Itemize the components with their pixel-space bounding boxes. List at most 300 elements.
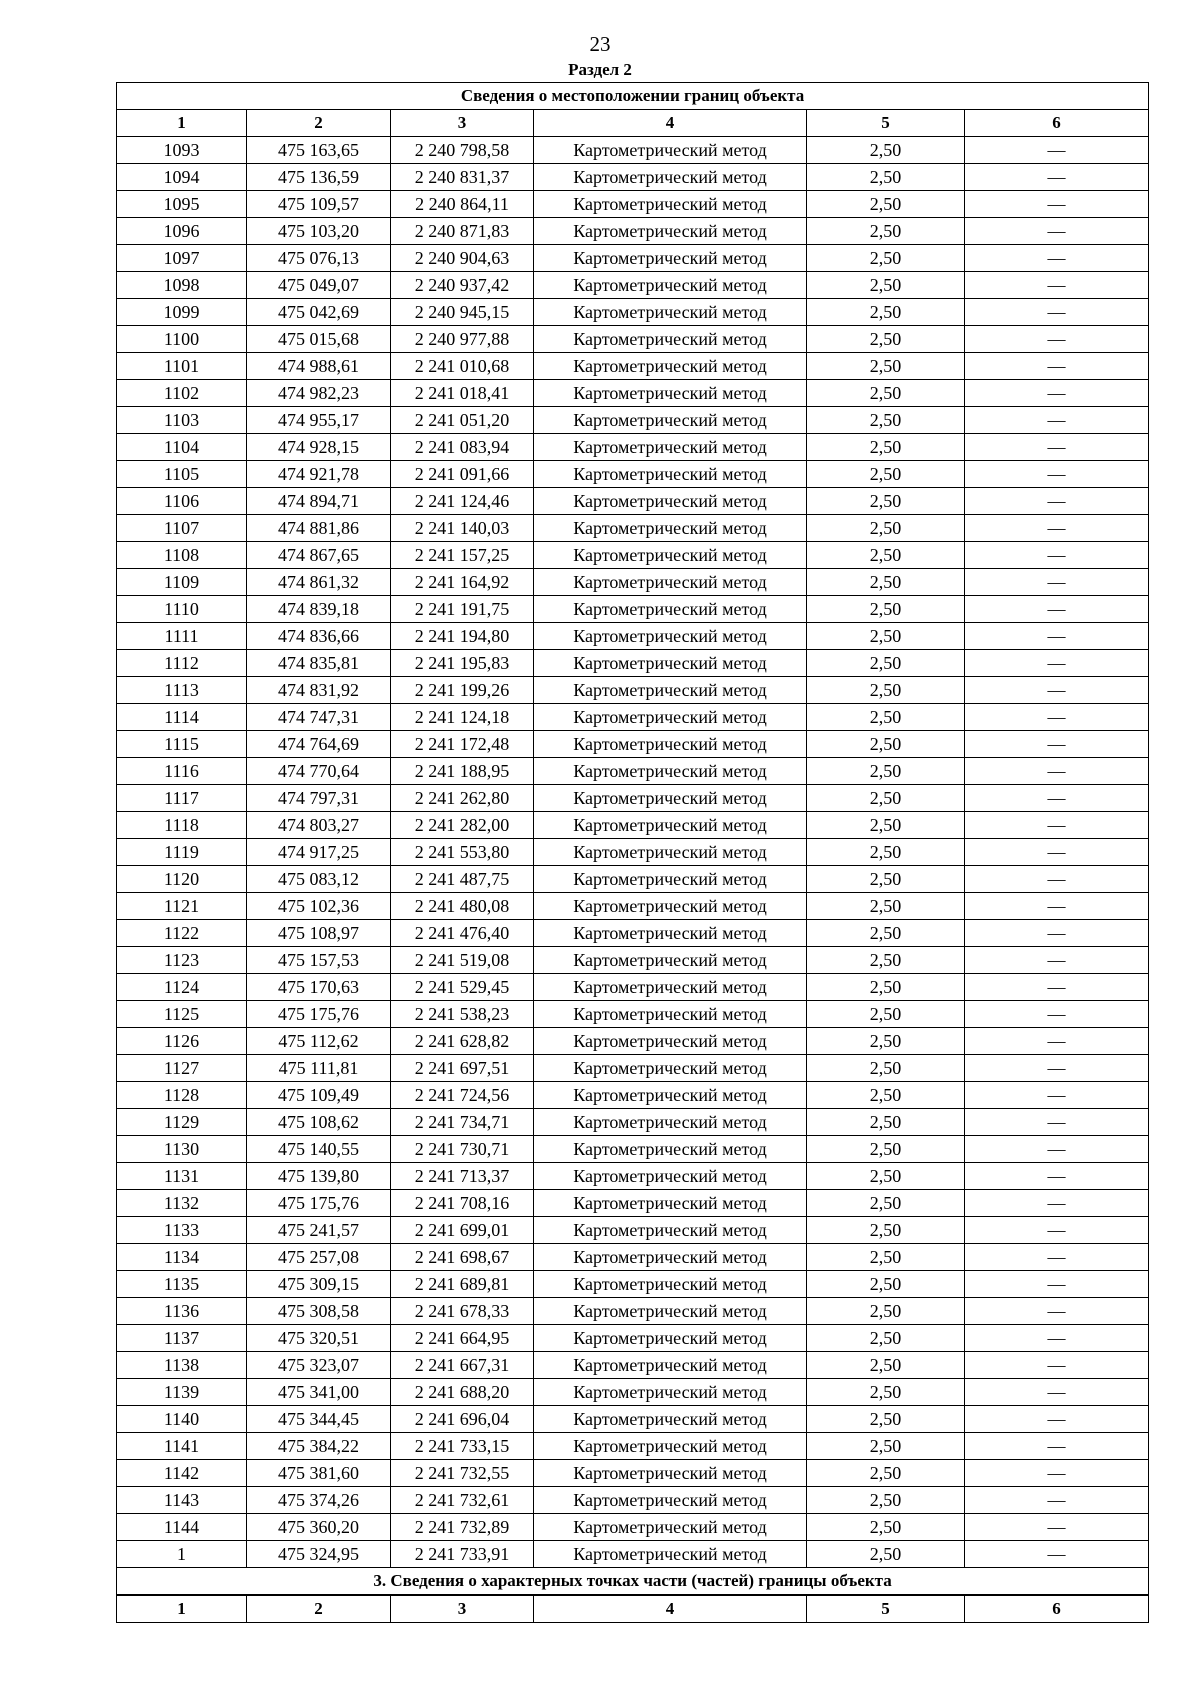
description-cell: — bbox=[965, 569, 1149, 596]
accuracy-cell: 2,50 bbox=[807, 218, 965, 245]
accuracy-cell: 2,50 bbox=[807, 1190, 965, 1217]
y-coordinate-cell: 2 241 262,80 bbox=[391, 785, 534, 812]
page-number: 23 bbox=[589, 32, 611, 56]
accuracy-cell: 2,50 bbox=[807, 893, 965, 920]
table-row bbox=[117, 407, 1149, 434]
table-row bbox=[117, 1244, 1149, 1271]
table-row bbox=[117, 1379, 1149, 1406]
method-cell: Картометрический метод bbox=[534, 785, 807, 812]
y-coordinate-cell: 2 241 732,55 bbox=[391, 1460, 534, 1487]
x-coordinate-cell: 475 102,36 bbox=[247, 893, 391, 920]
method-cell: Картометрический метод bbox=[534, 434, 807, 461]
accuracy-cell: 2,50 bbox=[807, 866, 965, 893]
point-number-cell: 1130 bbox=[117, 1136, 247, 1163]
boundary-coordinates-table bbox=[116, 82, 1149, 1623]
x-coordinate-cell: 475 309,15 bbox=[247, 1271, 391, 1298]
point-number-cell: 1094 bbox=[117, 164, 247, 191]
table-row bbox=[117, 623, 1149, 650]
y-coordinate-cell: 2 241 730,71 bbox=[391, 1136, 534, 1163]
description-cell: — bbox=[965, 1325, 1149, 1352]
method-cell: Картометрический метод bbox=[534, 1109, 807, 1136]
y-coordinate-cell: 2 241 124,18 bbox=[391, 704, 534, 731]
x-coordinate-cell: 475 163,65 bbox=[247, 137, 391, 164]
y-coordinate-cell: 2 241 553,80 bbox=[391, 839, 534, 866]
point-number-cell: 1124 bbox=[117, 974, 247, 1001]
table-row bbox=[117, 1325, 1149, 1352]
y-coordinate-cell: 2 241 708,16 bbox=[391, 1190, 534, 1217]
point-number-cell: 1116 bbox=[117, 758, 247, 785]
x-coordinate-cell: 474 988,61 bbox=[247, 353, 391, 380]
method-cell: Картометрический метод bbox=[534, 1352, 807, 1379]
table-row bbox=[117, 191, 1149, 218]
description-cell: — bbox=[965, 1163, 1149, 1190]
accuracy-cell: 2,50 bbox=[807, 1163, 965, 1190]
method-cell: Картометрический метод bbox=[534, 1298, 807, 1325]
y-coordinate-cell: 2 241 194,80 bbox=[391, 623, 534, 650]
point-number-cell: 1 bbox=[117, 1541, 247, 1568]
description-cell: — bbox=[965, 218, 1149, 245]
description-cell: — bbox=[965, 1460, 1149, 1487]
method-cell: Картометрический метод bbox=[534, 380, 807, 407]
y-coordinate-cell: 2 241 157,25 bbox=[391, 542, 534, 569]
table-row bbox=[117, 272, 1149, 299]
point-number-cell: 1140 bbox=[117, 1406, 247, 1433]
x-coordinate-cell: 475 170,63 bbox=[247, 974, 391, 1001]
description-cell: — bbox=[965, 353, 1149, 380]
description-cell: — bbox=[965, 1055, 1149, 1082]
point-number-cell: 1123 bbox=[117, 947, 247, 974]
point-number-cell: 1114 bbox=[117, 704, 247, 731]
x-coordinate-cell: 475 139,80 bbox=[247, 1163, 391, 1190]
table-row bbox=[117, 812, 1149, 839]
accuracy-cell: 2,50 bbox=[807, 1541, 965, 1568]
table-row bbox=[117, 434, 1149, 461]
accuracy-cell: 2,50 bbox=[807, 1055, 965, 1082]
column-header: 2 bbox=[247, 110, 391, 137]
column-header: 5 bbox=[807, 1595, 965, 1623]
x-coordinate-cell: 475 360,20 bbox=[247, 1514, 391, 1541]
accuracy-cell: 2,50 bbox=[807, 488, 965, 515]
description-cell: — bbox=[965, 488, 1149, 515]
x-coordinate-cell: 475 015,68 bbox=[247, 326, 391, 353]
method-cell: Картометрический метод bbox=[534, 191, 807, 218]
point-number-cell: 1132 bbox=[117, 1190, 247, 1217]
accuracy-cell: 2,50 bbox=[807, 1109, 965, 1136]
description-cell: — bbox=[965, 1244, 1149, 1271]
accuracy-cell: 2,50 bbox=[807, 1001, 965, 1028]
y-coordinate-cell: 2 241 689,81 bbox=[391, 1271, 534, 1298]
table-row bbox=[117, 515, 1149, 542]
description-cell: — bbox=[965, 677, 1149, 704]
accuracy-cell: 2,50 bbox=[807, 704, 965, 731]
point-number-cell: 1115 bbox=[117, 731, 247, 758]
accuracy-cell: 2,50 bbox=[807, 1325, 965, 1352]
y-coordinate-cell: 2 240 977,88 bbox=[391, 326, 534, 353]
accuracy-cell: 2,50 bbox=[807, 812, 965, 839]
y-coordinate-cell: 2 241 172,48 bbox=[391, 731, 534, 758]
y-coordinate-cell: 2 241 124,46 bbox=[391, 488, 534, 515]
point-number-cell: 1111 bbox=[117, 623, 247, 650]
point-number-cell: 1100 bbox=[117, 326, 247, 353]
method-cell: Картометрический метод bbox=[534, 920, 807, 947]
column-header: 3 bbox=[391, 110, 534, 137]
table-row bbox=[117, 218, 1149, 245]
method-cell: Картометрический метод bbox=[534, 272, 807, 299]
description-cell: — bbox=[965, 1001, 1149, 1028]
description-cell: — bbox=[965, 191, 1149, 218]
y-coordinate-cell: 2 240 904,63 bbox=[391, 245, 534, 272]
column-header-row bbox=[117, 110, 1149, 137]
column-header: 1 bbox=[117, 110, 247, 137]
y-coordinate-cell: 2 241 538,23 bbox=[391, 1001, 534, 1028]
method-cell: Картометрический метод bbox=[534, 407, 807, 434]
accuracy-cell: 2,50 bbox=[807, 434, 965, 461]
x-coordinate-cell: 474 839,18 bbox=[247, 596, 391, 623]
method-cell: Картометрический метод bbox=[534, 1541, 807, 1568]
accuracy-cell: 2,50 bbox=[807, 1514, 965, 1541]
table-row bbox=[117, 596, 1149, 623]
accuracy-cell: 2,50 bbox=[807, 1298, 965, 1325]
accuracy-cell: 2,50 bbox=[807, 272, 965, 299]
point-number-cell: 1118 bbox=[117, 812, 247, 839]
description-cell: — bbox=[965, 326, 1149, 353]
method-cell: Картометрический метод bbox=[534, 1487, 807, 1514]
method-cell: Картометрический метод bbox=[534, 623, 807, 650]
method-cell: Картометрический метод bbox=[534, 137, 807, 164]
y-coordinate-cell: 2 240 864,11 bbox=[391, 191, 534, 218]
section3-title-row bbox=[117, 1568, 1149, 1596]
accuracy-cell: 2,50 bbox=[807, 839, 965, 866]
point-number-cell: 1135 bbox=[117, 1271, 247, 1298]
table-row bbox=[117, 758, 1149, 785]
y-coordinate-cell: 2 241 519,08 bbox=[391, 947, 534, 974]
x-coordinate-cell: 475 109,57 bbox=[247, 191, 391, 218]
table-row bbox=[117, 677, 1149, 704]
description-cell: — bbox=[965, 245, 1149, 272]
description-cell: — bbox=[965, 1082, 1149, 1109]
description-cell: — bbox=[965, 1271, 1149, 1298]
section-label: Раздел 2 bbox=[568, 60, 632, 79]
column-header: 6 bbox=[965, 1595, 1149, 1623]
column-header: 4 bbox=[534, 1595, 807, 1623]
method-cell: Картометрический метод bbox=[534, 461, 807, 488]
y-coordinate-cell: 2 241 091,66 bbox=[391, 461, 534, 488]
y-coordinate-cell: 2 240 871,83 bbox=[391, 218, 534, 245]
method-cell: Картометрический метод bbox=[534, 353, 807, 380]
x-coordinate-cell: 475 083,12 bbox=[247, 866, 391, 893]
description-cell: — bbox=[965, 1379, 1149, 1406]
accuracy-cell: 2,50 bbox=[807, 542, 965, 569]
accuracy-cell: 2,50 bbox=[807, 947, 965, 974]
x-coordinate-cell: 474 881,86 bbox=[247, 515, 391, 542]
section3-title: 3. Сведения о характерных точках части (частей) границы объекта bbox=[117, 1568, 1149, 1596]
x-coordinate-cell: 475 308,58 bbox=[247, 1298, 391, 1325]
table-row bbox=[117, 893, 1149, 920]
description-cell: — bbox=[965, 461, 1149, 488]
accuracy-cell: 2,50 bbox=[807, 1460, 965, 1487]
description-cell: — bbox=[965, 596, 1149, 623]
method-cell: Картометрический метод bbox=[534, 488, 807, 515]
point-number-cell: 1119 bbox=[117, 839, 247, 866]
description-cell: — bbox=[965, 866, 1149, 893]
y-coordinate-cell: 2 240 831,37 bbox=[391, 164, 534, 191]
y-coordinate-cell: 2 241 010,68 bbox=[391, 353, 534, 380]
x-coordinate-cell: 475 108,97 bbox=[247, 920, 391, 947]
x-coordinate-cell: 475 076,13 bbox=[247, 245, 391, 272]
point-number-cell: 1113 bbox=[117, 677, 247, 704]
description-cell: — bbox=[965, 623, 1149, 650]
point-number-cell: 1144 bbox=[117, 1514, 247, 1541]
y-coordinate-cell: 2 241 713,37 bbox=[391, 1163, 534, 1190]
table-title: Сведения о местоположении границ объекта bbox=[117, 83, 1149, 110]
description-cell: — bbox=[965, 272, 1149, 299]
x-coordinate-cell: 474 921,78 bbox=[247, 461, 391, 488]
method-cell: Картометрический метод bbox=[534, 1163, 807, 1190]
table-row bbox=[117, 380, 1149, 407]
description-cell: — bbox=[965, 299, 1149, 326]
point-number-cell: 1129 bbox=[117, 1109, 247, 1136]
y-coordinate-cell: 2 241 480,08 bbox=[391, 893, 534, 920]
table-row bbox=[117, 704, 1149, 731]
y-coordinate-cell: 2 241 476,40 bbox=[391, 920, 534, 947]
description-cell: — bbox=[965, 515, 1149, 542]
y-coordinate-cell: 2 241 678,33 bbox=[391, 1298, 534, 1325]
method-cell: Картометрический метод bbox=[534, 515, 807, 542]
y-coordinate-cell: 2 241 688,20 bbox=[391, 1379, 534, 1406]
table-title-row bbox=[117, 83, 1149, 110]
x-coordinate-cell: 474 797,31 bbox=[247, 785, 391, 812]
y-coordinate-cell: 2 241 188,95 bbox=[391, 758, 534, 785]
accuracy-cell: 2,50 bbox=[807, 326, 965, 353]
x-coordinate-cell: 475 323,07 bbox=[247, 1352, 391, 1379]
accuracy-cell: 2,50 bbox=[807, 515, 965, 542]
table-row bbox=[117, 299, 1149, 326]
table-row bbox=[117, 569, 1149, 596]
description-cell: — bbox=[965, 1406, 1149, 1433]
point-number-cell: 1141 bbox=[117, 1433, 247, 1460]
method-cell: Картометрический метод bbox=[534, 866, 807, 893]
description-cell: — bbox=[965, 920, 1149, 947]
point-number-cell: 1133 bbox=[117, 1217, 247, 1244]
table-row bbox=[117, 461, 1149, 488]
table-row bbox=[117, 542, 1149, 569]
point-number-cell: 1137 bbox=[117, 1325, 247, 1352]
method-cell: Картометрический метод bbox=[534, 218, 807, 245]
section3-block bbox=[117, 1568, 1149, 1623]
y-coordinate-cell: 2 241 698,67 bbox=[391, 1244, 534, 1271]
table-row bbox=[117, 974, 1149, 1001]
description-cell: — bbox=[965, 812, 1149, 839]
y-coordinate-cell: 2 241 696,04 bbox=[391, 1406, 534, 1433]
point-number-cell: 1131 bbox=[117, 1163, 247, 1190]
x-coordinate-cell: 475 241,57 bbox=[247, 1217, 391, 1244]
table-row bbox=[117, 785, 1149, 812]
method-cell: Картометрический метод bbox=[534, 893, 807, 920]
point-number-cell: 1128 bbox=[117, 1082, 247, 1109]
x-coordinate-cell: 474 747,31 bbox=[247, 704, 391, 731]
x-coordinate-cell: 475 175,76 bbox=[247, 1001, 391, 1028]
accuracy-cell: 2,50 bbox=[807, 380, 965, 407]
section3-header-row bbox=[117, 1595, 1149, 1623]
accuracy-cell: 2,50 bbox=[807, 596, 965, 623]
method-cell: Картометрический метод bbox=[534, 596, 807, 623]
table-row bbox=[117, 1298, 1149, 1325]
column-header: 5 bbox=[807, 110, 965, 137]
table-row bbox=[117, 1163, 1149, 1190]
method-cell: Картометрический метод bbox=[534, 1136, 807, 1163]
description-cell: — bbox=[965, 434, 1149, 461]
method-cell: Картометрический метод bbox=[534, 1001, 807, 1028]
point-number-cell: 1109 bbox=[117, 569, 247, 596]
table-row bbox=[117, 1001, 1149, 1028]
description-cell: — bbox=[965, 785, 1149, 812]
table-row bbox=[117, 1109, 1149, 1136]
accuracy-cell: 2,50 bbox=[807, 650, 965, 677]
table-row bbox=[117, 1028, 1149, 1055]
x-coordinate-cell: 474 803,27 bbox=[247, 812, 391, 839]
accuracy-cell: 2,50 bbox=[807, 677, 965, 704]
point-number-cell: 1136 bbox=[117, 1298, 247, 1325]
method-cell: Картометрический метод bbox=[534, 326, 807, 353]
accuracy-cell: 2,50 bbox=[807, 407, 965, 434]
accuracy-cell: 2,50 bbox=[807, 1271, 965, 1298]
accuracy-cell: 2,50 bbox=[807, 1082, 965, 1109]
point-number-cell: 1103 bbox=[117, 407, 247, 434]
x-coordinate-cell: 475 136,59 bbox=[247, 164, 391, 191]
method-cell: Картометрический метод bbox=[534, 947, 807, 974]
point-number-cell: 1121 bbox=[117, 893, 247, 920]
y-coordinate-cell: 2 241 018,41 bbox=[391, 380, 534, 407]
table-row bbox=[117, 137, 1149, 164]
x-coordinate-cell: 474 917,25 bbox=[247, 839, 391, 866]
accuracy-cell: 2,50 bbox=[807, 191, 965, 218]
x-coordinate-cell: 475 344,45 bbox=[247, 1406, 391, 1433]
description-cell: — bbox=[965, 542, 1149, 569]
description-cell: — bbox=[965, 380, 1149, 407]
column-header: 2 bbox=[247, 1595, 391, 1623]
point-number-cell: 1106 bbox=[117, 488, 247, 515]
accuracy-cell: 2,50 bbox=[807, 299, 965, 326]
method-cell: Картометрический метод bbox=[534, 542, 807, 569]
x-coordinate-cell: 475 140,55 bbox=[247, 1136, 391, 1163]
y-coordinate-cell: 2 240 945,15 bbox=[391, 299, 534, 326]
description-cell: — bbox=[965, 164, 1149, 191]
x-coordinate-cell: 474 861,32 bbox=[247, 569, 391, 596]
table-row bbox=[117, 1406, 1149, 1433]
x-coordinate-cell: 475 374,26 bbox=[247, 1487, 391, 1514]
accuracy-cell: 2,50 bbox=[807, 1136, 965, 1163]
accuracy-cell: 2,50 bbox=[807, 731, 965, 758]
method-cell: Картометрический метод bbox=[534, 650, 807, 677]
y-coordinate-cell: 2 241 724,56 bbox=[391, 1082, 534, 1109]
method-cell: Картометрический метод bbox=[534, 1244, 807, 1271]
y-coordinate-cell: 2 241 628,82 bbox=[391, 1028, 534, 1055]
method-cell: Картометрический метод bbox=[534, 758, 807, 785]
accuracy-cell: 2,50 bbox=[807, 1352, 965, 1379]
method-cell: Картометрический метод bbox=[534, 1433, 807, 1460]
x-coordinate-cell: 474 982,23 bbox=[247, 380, 391, 407]
accuracy-cell: 2,50 bbox=[807, 1217, 965, 1244]
column-header: 3 bbox=[391, 1595, 534, 1623]
description-cell: — bbox=[965, 1541, 1149, 1568]
y-coordinate-cell: 2 241 191,75 bbox=[391, 596, 534, 623]
column-header: 6 bbox=[965, 110, 1149, 137]
point-number-cell: 1138 bbox=[117, 1352, 247, 1379]
x-coordinate-cell: 475 324,95 bbox=[247, 1541, 391, 1568]
x-coordinate-cell: 475 112,62 bbox=[247, 1028, 391, 1055]
y-coordinate-cell: 2 241 699,01 bbox=[391, 1217, 534, 1244]
point-number-cell: 1117 bbox=[117, 785, 247, 812]
description-cell: — bbox=[965, 731, 1149, 758]
table-row bbox=[117, 839, 1149, 866]
y-coordinate-cell: 2 241 733,15 bbox=[391, 1433, 534, 1460]
y-coordinate-cell: 2 241 051,20 bbox=[391, 407, 534, 434]
method-cell: Картометрический метод bbox=[534, 1271, 807, 1298]
x-coordinate-cell: 475 103,20 bbox=[247, 218, 391, 245]
x-coordinate-cell: 475 157,53 bbox=[247, 947, 391, 974]
point-number-cell: 1102 bbox=[117, 380, 247, 407]
x-coordinate-cell: 475 109,49 bbox=[247, 1082, 391, 1109]
table-row bbox=[117, 1352, 1149, 1379]
method-cell: Картометрический метод bbox=[534, 245, 807, 272]
x-coordinate-cell: 475 049,07 bbox=[247, 272, 391, 299]
x-coordinate-cell: 474 764,69 bbox=[247, 731, 391, 758]
description-cell: — bbox=[965, 137, 1149, 164]
method-cell: Картометрический метод bbox=[534, 1028, 807, 1055]
x-coordinate-cell: 475 257,08 bbox=[247, 1244, 391, 1271]
accuracy-cell: 2,50 bbox=[807, 785, 965, 812]
accuracy-cell: 2,50 bbox=[807, 1487, 965, 1514]
method-cell: Картометрический метод bbox=[534, 1514, 807, 1541]
accuracy-cell: 2,50 bbox=[807, 1244, 965, 1271]
x-coordinate-cell: 475 108,62 bbox=[247, 1109, 391, 1136]
y-coordinate-cell: 2 241 282,00 bbox=[391, 812, 534, 839]
accuracy-cell: 2,50 bbox=[807, 974, 965, 1001]
accuracy-cell: 2,50 bbox=[807, 758, 965, 785]
accuracy-cell: 2,50 bbox=[807, 1379, 965, 1406]
y-coordinate-cell: 2 241 199,26 bbox=[391, 677, 534, 704]
table-row bbox=[117, 1433, 1149, 1460]
accuracy-cell: 2,50 bbox=[807, 623, 965, 650]
table-row bbox=[117, 164, 1149, 191]
description-cell: — bbox=[965, 1136, 1149, 1163]
method-cell: Картометрический метод bbox=[534, 299, 807, 326]
point-number-cell: 1127 bbox=[117, 1055, 247, 1082]
table-row bbox=[117, 1514, 1149, 1541]
description-cell: — bbox=[965, 1352, 1149, 1379]
table-row bbox=[117, 866, 1149, 893]
table-row bbox=[117, 1082, 1149, 1109]
method-cell: Картометрический метод bbox=[534, 1325, 807, 1352]
y-coordinate-cell: 2 241 664,95 bbox=[391, 1325, 534, 1352]
description-cell: — bbox=[965, 758, 1149, 785]
point-number-cell: 1104 bbox=[117, 434, 247, 461]
description-cell: — bbox=[965, 1298, 1149, 1325]
table-row bbox=[117, 1190, 1149, 1217]
point-number-cell: 1139 bbox=[117, 1379, 247, 1406]
y-coordinate-cell: 2 241 734,71 bbox=[391, 1109, 534, 1136]
point-number-cell: 1097 bbox=[117, 245, 247, 272]
table-row bbox=[117, 1487, 1149, 1514]
method-cell: Картометрический метод bbox=[534, 704, 807, 731]
y-coordinate-cell: 2 240 798,58 bbox=[391, 137, 534, 164]
y-coordinate-cell: 2 241 732,89 bbox=[391, 1514, 534, 1541]
column-header: 4 bbox=[534, 110, 807, 137]
y-coordinate-cell: 2 241 732,61 bbox=[391, 1487, 534, 1514]
method-cell: Картометрический метод bbox=[534, 731, 807, 758]
point-number-cell: 1122 bbox=[117, 920, 247, 947]
description-cell: — bbox=[965, 650, 1149, 677]
